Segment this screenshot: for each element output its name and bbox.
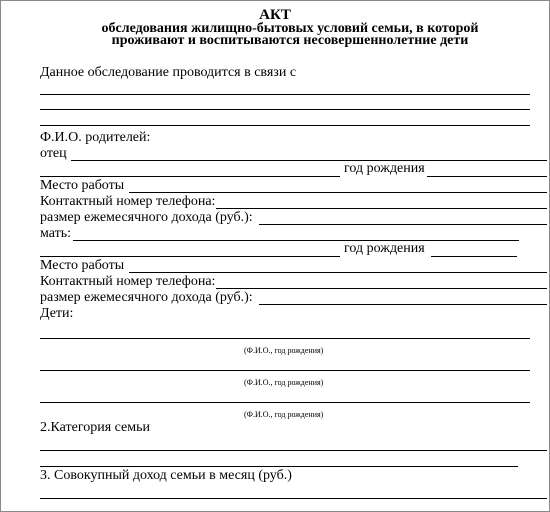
mother-birth-year-label: год рождения [344,241,425,256]
father-income-label: размер ежемесячного дохода (руб.): [40,210,253,225]
document-title: АКТ [259,7,291,23]
child-3-line[interactable] [40,402,530,403]
father-phone-label: Контактный номер телефона: [40,194,216,209]
mother-phone-line[interactable] [216,288,547,289]
family-category-line-2[interactable] [40,466,518,467]
father-phone-line[interactable] [216,208,547,209]
document-subtitle [81,23,499,47]
child-2-line[interactable] [40,370,530,371]
mother-income-line[interactable] [259,304,547,305]
father-label: отец [40,146,67,161]
father-workplace-line[interactable] [129,192,547,193]
child-1-line[interactable] [40,338,530,339]
section-3-heading: 3. Совокупный доход семьи в месяц (руб.) [40,468,292,483]
reason-line-1[interactable] [40,94,530,95]
father-workplace-label: Место работы [40,178,125,193]
family-income-line[interactable] [40,498,547,499]
child-2-caption: (Ф.И.О., год рождения) [244,378,324,387]
section-2-heading: 2.Категория семьи [40,420,150,435]
mother-name-line[interactable] [73,240,519,241]
father-birth-year-label: год рождения [344,161,425,176]
subtitle-line-2: проживают и воспитываются несовершеннолетние дети [111,33,469,48]
parents-heading: Ф.И.О. родителей: [40,130,151,145]
children-label: Дети: [40,306,74,321]
child-1-caption: (Ф.И.О., год рождения) [244,346,324,355]
mother-phone-label: Контактный номер телефона: [40,274,216,289]
mother-name-line-2[interactable] [40,256,340,257]
reason-label: Данное обследование проводится в связи с [40,65,297,80]
child-3-caption: (Ф.И.О., год рождения) [244,410,324,419]
mother-income-label: размер ежемесячного дохода (руб.): [40,290,253,305]
reason-line-3[interactable] [40,125,530,126]
mother-workplace-label: Место работы [40,258,125,273]
subtitle-line-1: обследования жилищно-бытовых условий семьи, в которой [101,21,479,36]
reason-line-2[interactable] [40,109,530,110]
mother-birth-year-line[interactable] [431,256,517,257]
father-name-line[interactable] [71,160,547,161]
father-name-line-2[interactable] [40,176,340,177]
mother-workplace-line[interactable] [129,272,547,273]
family-category-line-1[interactable] [40,450,547,451]
father-income-line[interactable] [259,224,547,225]
father-birth-year-line[interactable] [427,176,547,177]
mother-label: мать: [40,226,72,241]
